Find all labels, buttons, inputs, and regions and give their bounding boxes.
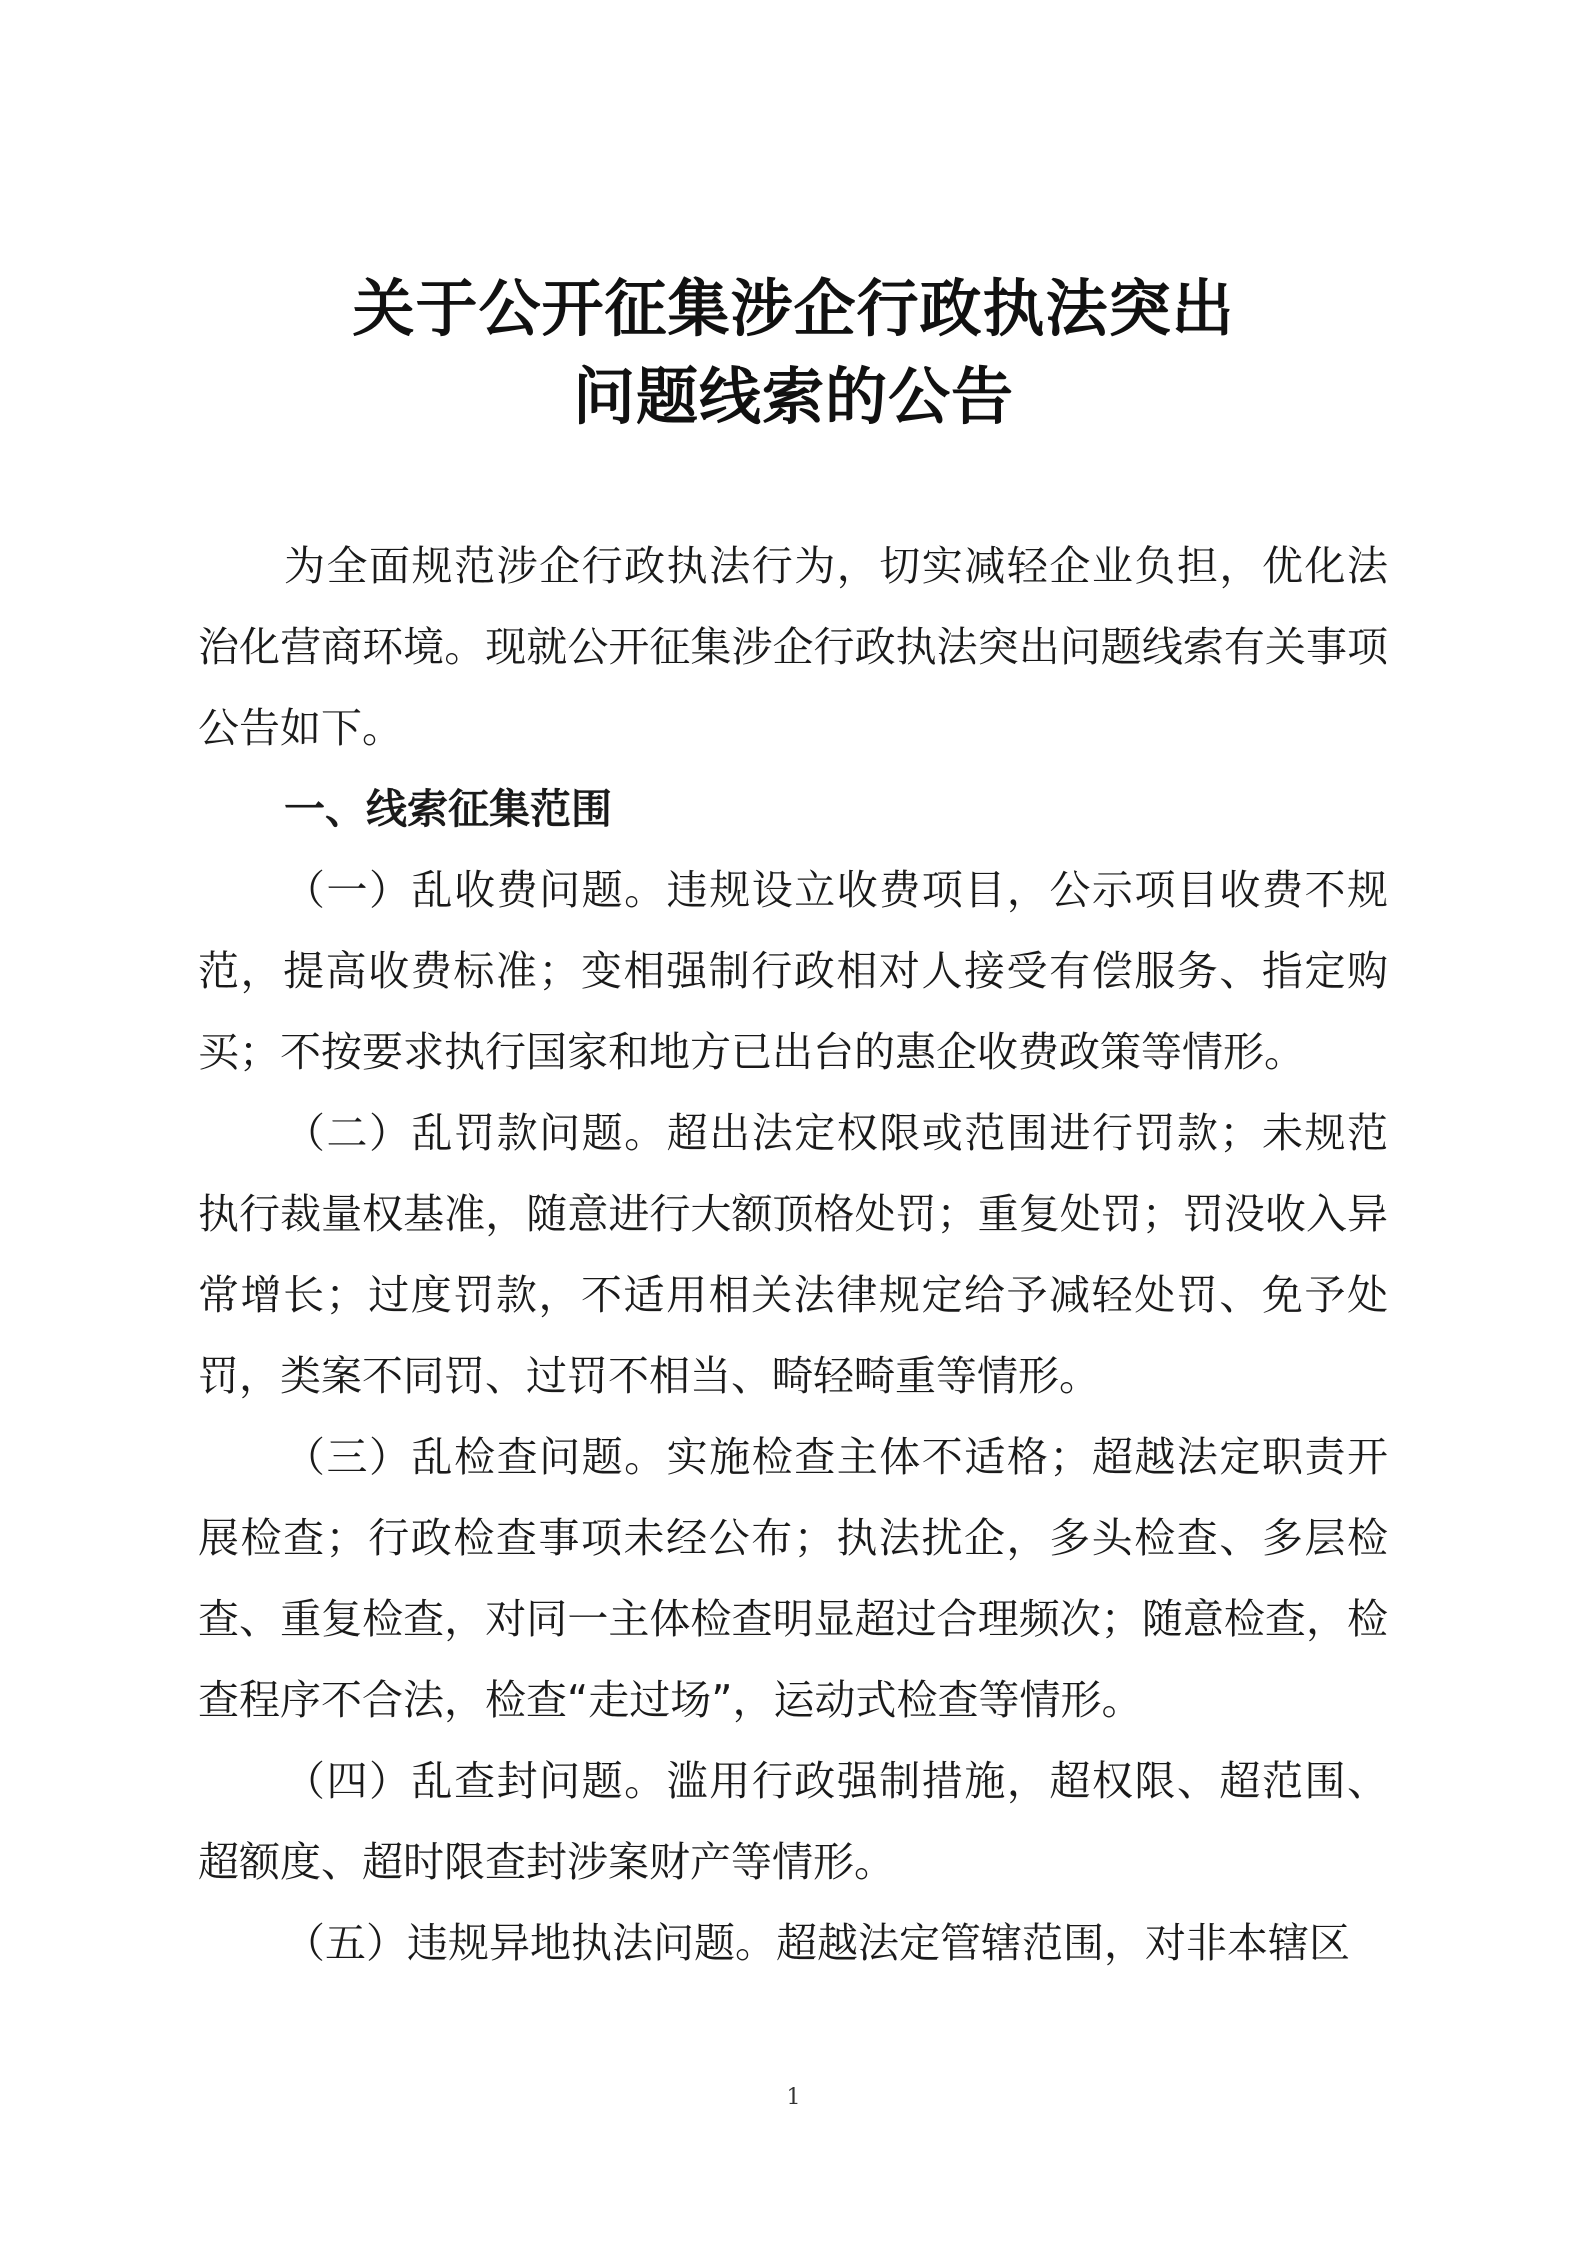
page-number: 1	[786, 2085, 801, 2110]
item-paragraph-4: （四）乱查封问题。滥用行政强制措施，超权限、超范围、超额度、超时限查封涉案财产等情形。	[198, 1757, 1388, 1886]
document-body	[198, 526, 1388, 1984]
item-paragraph-5: （五）违规异地执法问题。超越法定管辖范围，对非本辖区	[284, 1919, 1350, 1967]
item-paragraph-2: （二）乱罚款问题。超出法定权限或范围进行罚款；未规范执行裁量权基准，随意进行大额顶格处罚；重复处罚；罚没收入异常增长；过度罚款，不适用相关法律规定给予减轻处罚、免予处罚，类案不同罚、过罚不相当、畸轻畸重等情形。	[198, 1109, 1388, 1400]
item-paragraph-1: （一）乱收费问题。违规设立收费项目，公示项目收费不规范，提高收费标准；变相强制行政相对人接受有偿服务、指定购买；不按要求执行国家和地方已出台的惠企收费政策等情形。	[198, 866, 1388, 1076]
document-title-line-2: 问题线索的公告	[572, 360, 1014, 433]
document-title-line-1: 关于公开征集涉企行政执法突出	[352, 272, 1235, 345]
item-paragraph-3: （三）乱检查问题。实施检查主体不适格；超越法定职责开展检查；行政检查事项未经公布；执法扰企，多头检查、多层检查、重复检查，对同一主体检查明显超过合理频次；随意检查，检查程序不合法，检查“走过场”，运动式检查等情形。	[198, 1433, 1388, 1724]
section-heading: 一、线索征集范围	[284, 785, 612, 833]
intro-paragraph: 为全面规范涉企行政执法行为，切实减轻企业负担，优化法治化营商环境。现就公开征集涉企行政执法突出问题线索有关事项公告如下。	[198, 542, 1388, 752]
